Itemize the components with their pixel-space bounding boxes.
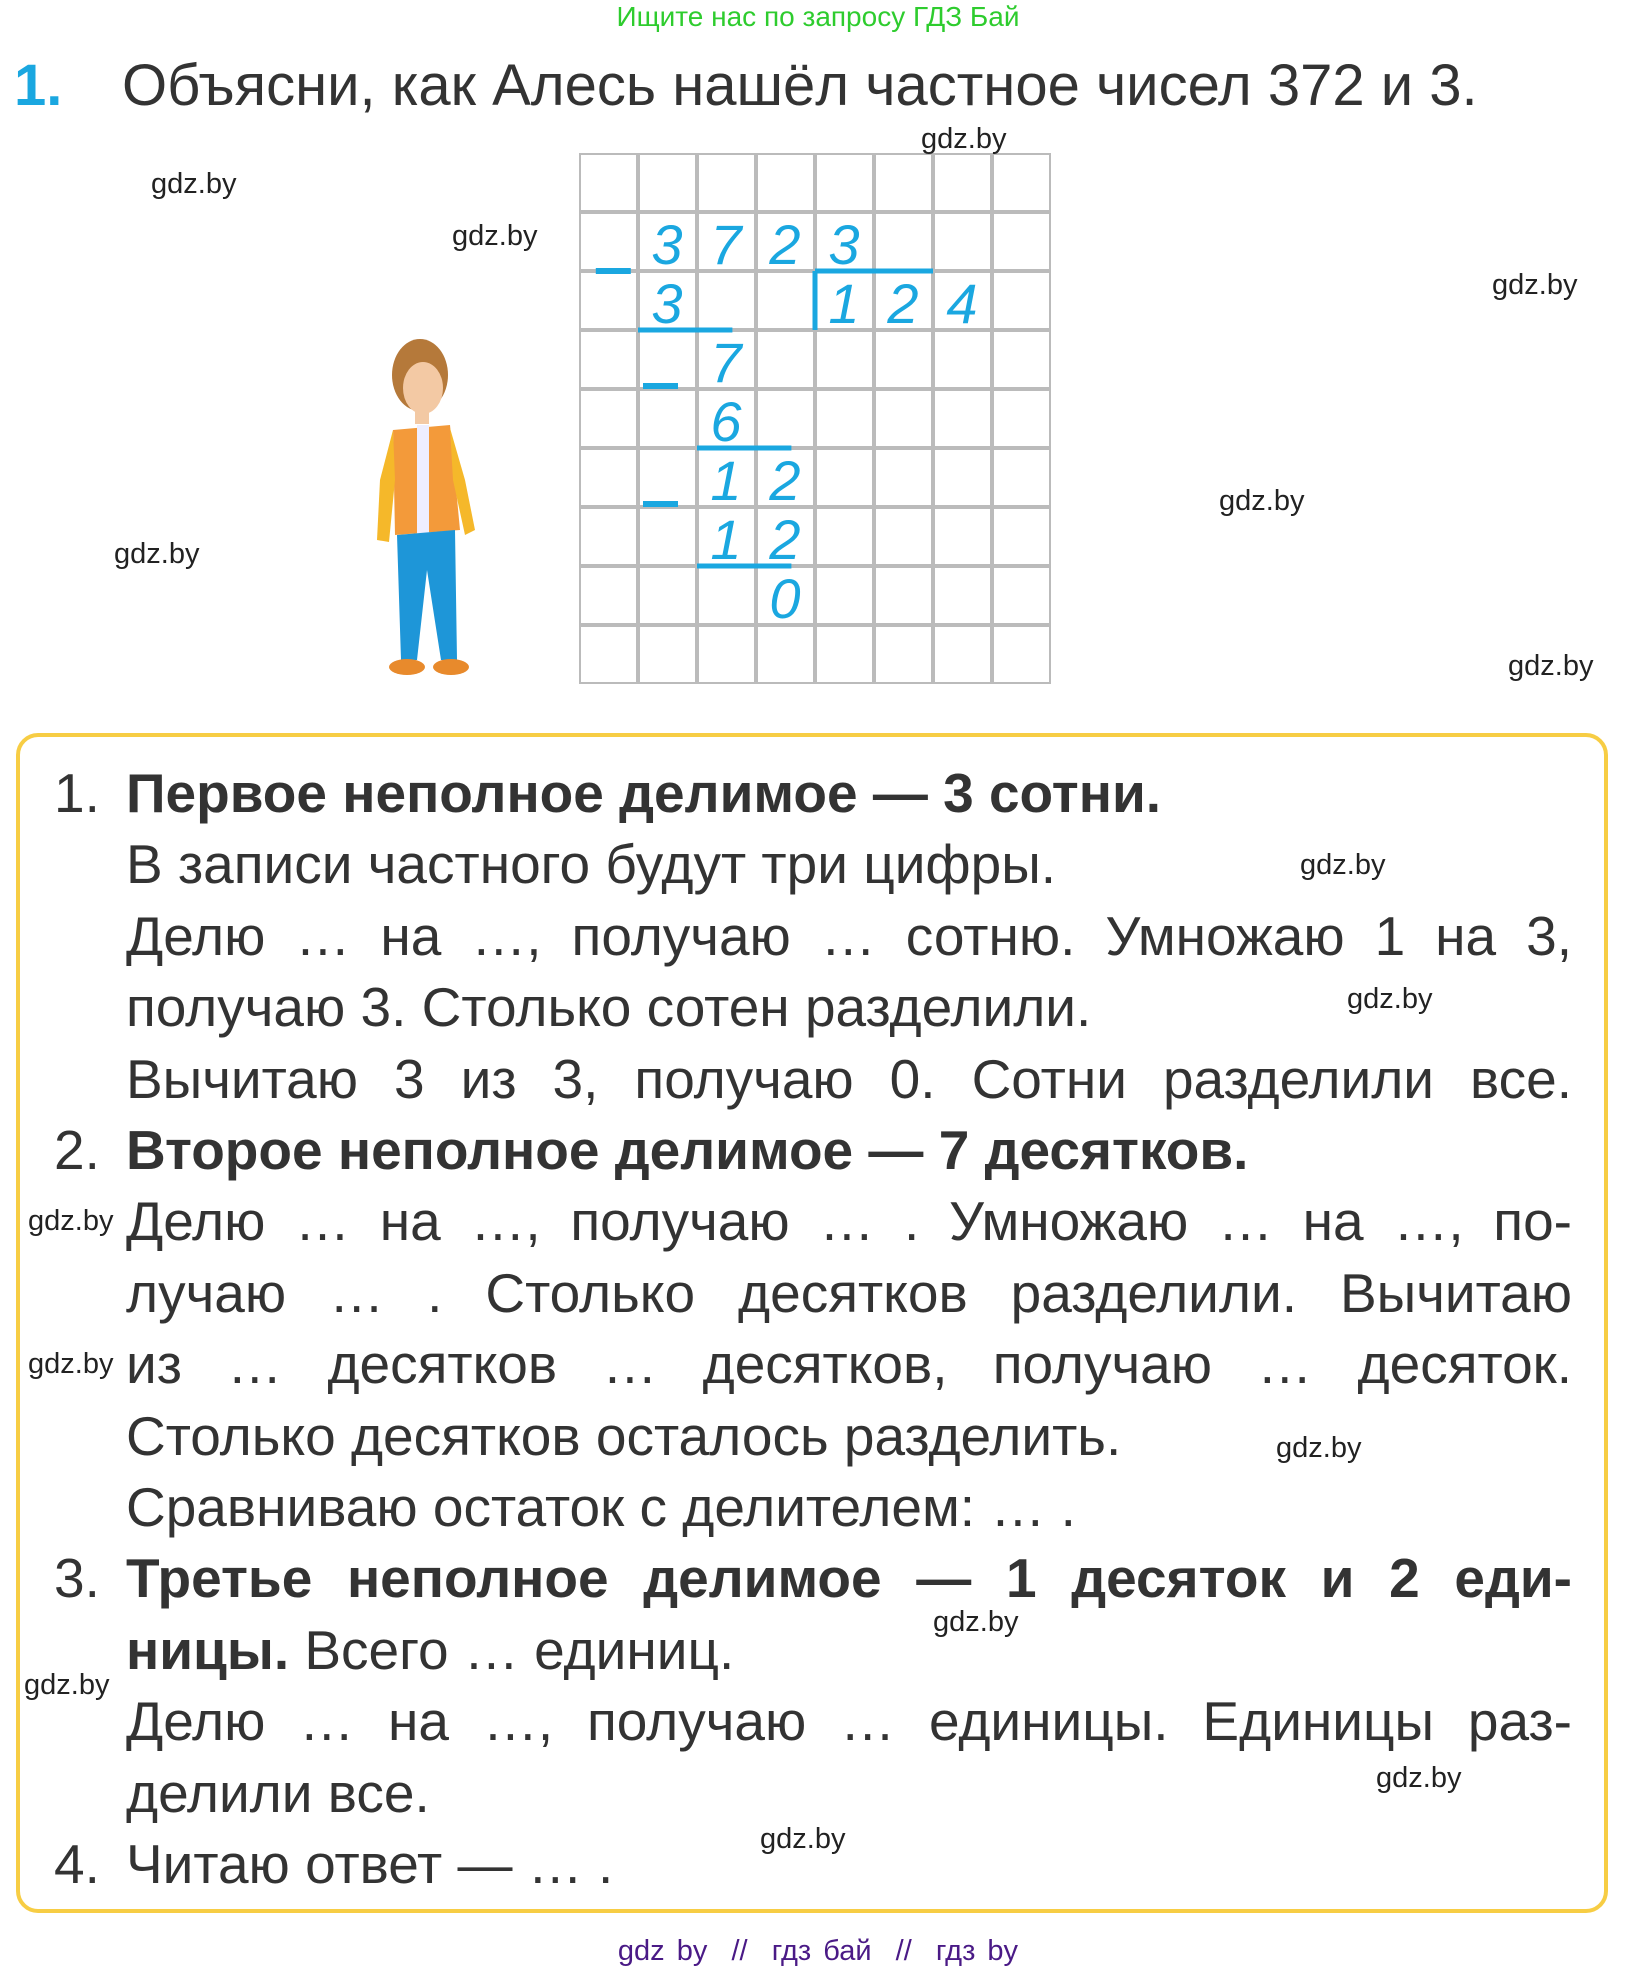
text-line [126,1614,1572,1686]
digit: 2 [769,449,801,512]
text-line: Читаю ответ — … . [126,1833,614,1895]
watermark: gdz.by [1300,849,1386,881]
digit: 1 [710,449,742,512]
watermark: gdz.by [760,1823,846,1855]
step-number: 1. [54,762,100,824]
digit: 4 [946,272,978,335]
footer: gdz by // гдз бай // гдз by [617,1935,1019,1967]
bold-text: Третье неполное делимое — 1 десяток и 2 еди- [126,1547,1572,1609]
watermark: gdz.by [933,1606,1019,1638]
step-1-heading [126,757,1572,829]
digit: 6 [710,390,742,453]
boy-illustration [365,330,505,690]
text-line: В записи частного будут три цифры. [126,833,1057,895]
text-line: Столько десятков осталось разделить. [126,1405,1122,1467]
step-number: 3. [54,1547,100,1609]
bold-text: Второе неполное делимое — 7 десятков. [126,1119,1249,1181]
text-line: Делю … на …, получаю … единицы. Единицы раз- [126,1690,1572,1752]
step-number: 2. [54,1119,100,1181]
text-line: Делю … на …, получаю … сотню. Умножаю 1 на 3, [126,905,1572,967]
watermark: gdz.by [114,538,200,570]
digit: 2 [887,272,919,335]
text-line: из … десятков … десятков, получаю … десяток. [126,1333,1572,1395]
digit: 3 [651,272,683,335]
watermark: gdz.by [28,1348,114,1380]
search-banner: Ищите нас по запросу ГДЗ Бай [616,1,1020,32]
watermark: gdz.by [1376,1762,1462,1794]
watermark: gdz.by [151,168,237,200]
digit: 3 [651,213,683,276]
digit: 0 [769,567,801,630]
watermark: gdz.by [921,123,1007,155]
text-line: Сравниваю остаток с делителем: … . [126,1476,1076,1538]
bold-text: ницы. [126,1619,290,1681]
text-line: лучаю … . Столько десятков разделили. Вычитаю [126,1262,1572,1324]
watermark: gdz.by [1347,983,1433,1015]
digit: 7 [710,331,742,394]
text-line: Вычитаю 3 из 3, получаю 0. Сотни разделили все. [126,1048,1572,1110]
digit: 3 [828,213,860,276]
step-2-heading [126,1114,1572,1186]
text-line: делили все. [126,1762,430,1824]
text: Всего … единиц. [289,1619,735,1681]
task-title: Объясни, как Алесь нашёл частное чисел 372 и 3. [122,53,1478,118]
watermark: gdz.by [1219,485,1305,517]
bold-text: Первое неполное делимое — 3 сотни. [126,762,1162,824]
digit: 1 [828,272,860,335]
text-line: получаю 3. Столько сотен разделили. [126,976,1092,1038]
watermark: gdz.by [1492,269,1578,301]
step-3-heading [126,1542,1572,1614]
watermark: gdz.by [28,1205,114,1237]
watermark: gdz.by [1508,650,1594,682]
digit: 1 [710,508,742,571]
digit: 7 [710,213,742,276]
step-number: 4. [54,1833,100,1895]
division-grid [579,153,1051,684]
watermark: gdz.by [1276,1432,1362,1464]
text-line: Делю … на …, получаю … . Умножаю … на …, по- [126,1190,1572,1252]
digit: 2 [769,213,801,276]
digit: 2 [769,508,801,571]
watermark: gdz.by [452,220,538,252]
watermark: gdz.by [24,1669,110,1701]
task-number: 1. [14,53,63,118]
